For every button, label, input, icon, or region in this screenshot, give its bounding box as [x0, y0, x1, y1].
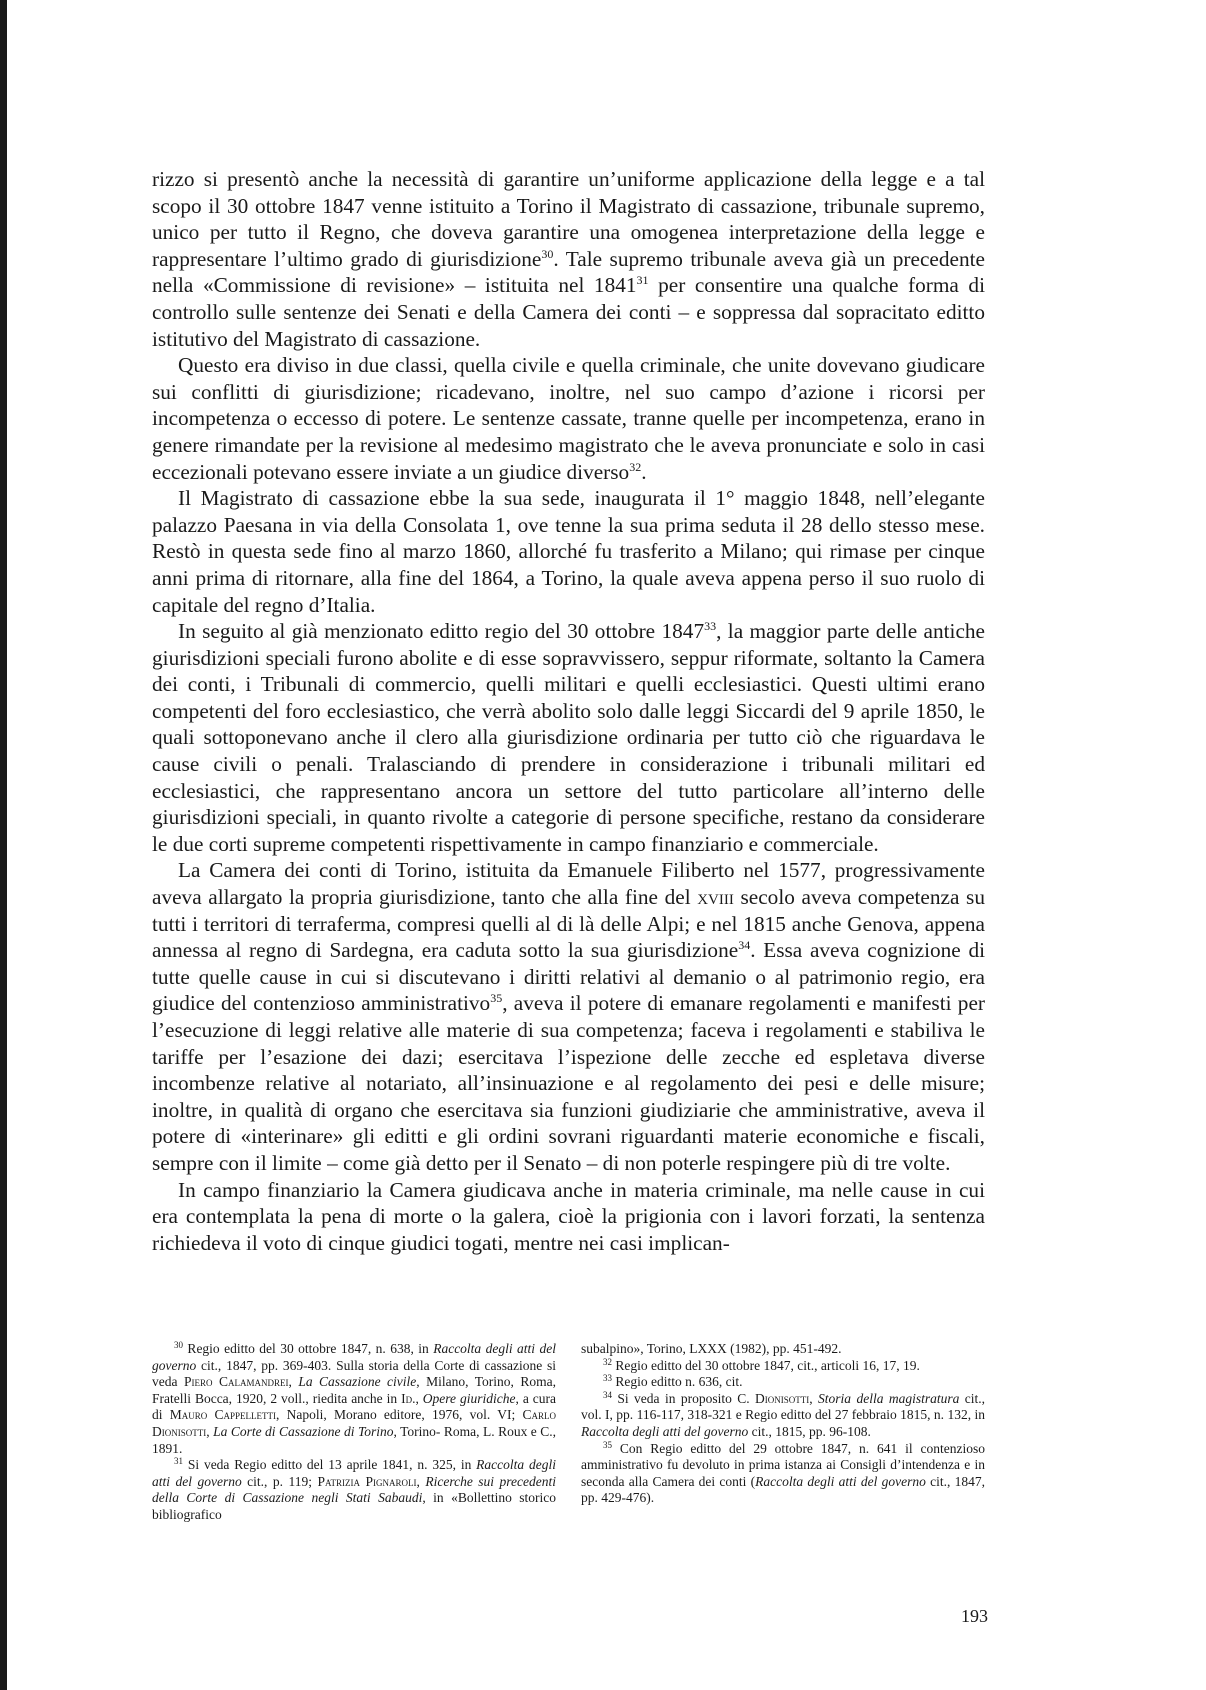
text-run: Il Magistrato di cassazione ebbe la sua sede, inaugurata il 1° maggio 1848, nell’elegante palazzo Paesana in via della Consolata 1, ove tenne la sua prima seduta il 28 dello stesso mese. Restò in questa sede fino al marzo 1860, allorché fu trasferito a Milano; qui rimase per cinque anni prima di ritornare, alla fine del 1864, a Torino, la quale aveva appena perso il suo ruolo di capitale del regno d’Italia.	[152, 486, 985, 617]
body-text	[152, 166, 985, 1256]
footnote-ref: 33	[603, 1373, 612, 1384]
paragraph	[152, 857, 985, 1176]
small-caps-text: xviii	[697, 885, 734, 910]
footnotes-left-column	[152, 1341, 556, 1524]
text-run: subalpino», Torino, LXXX (1982), pp. 451-492.	[581, 1341, 842, 1356]
paragraph	[152, 1177, 985, 1257]
text-run: La Camera dei conti di Torino, istituita da Emanuele Filiberto nel 1577, progressivamente aveva allargato la propria giurisdizione, tanto che alla fine del	[152, 858, 985, 910]
text-run: .	[641, 459, 647, 484]
text-run: , a cura di	[152, 1390, 556, 1423]
italic-text: Opere giuridiche	[422, 1390, 516, 1406]
small-caps-text: Mauro Cappelletti	[169, 1407, 276, 1423]
text-run: , in «Bollettino storico bibliografico	[152, 1490, 557, 1522]
text-run: rizzo si presentò anche la necessità di garantire un’uniforme applicazione della legge e a tal scopo il 30 ottobre 1847 venne istituito a Torino il Magistrato di cassazione, tribunale supremo, unico per tutto il Regno, che doveva garantire una omogenea interpretazione della legge e rappresentare l’ultimo grado di giurisdizione	[152, 167, 985, 271]
text-run: Con Regio editto del 29 ottobre 1847, n. 641 il contenzioso amministrativo fu devoluto in prima istanza ai Consigli d’intendenza e in seconda alla Camera dei conti (	[581, 1440, 985, 1489]
footnote	[581, 1391, 985, 1441]
text-run: cit., 1847, pp. 429-476).	[581, 1473, 985, 1506]
text-run: Si veda Regio editto del 13 aprile 1841, n. 325, in	[183, 1457, 477, 1473]
footnote-ref: 34	[603, 1389, 612, 1400]
text-run: , Torino- Roma, L. Roux e C., 1891.	[152, 1423, 557, 1456]
text-run: ,	[288, 1374, 299, 1390]
text-run: cit., 1847, pp. 369-403. Sulla storia della Corte di cassazione si veda	[152, 1357, 556, 1390]
text-run: ,	[206, 1423, 214, 1439]
binding-edge	[0, 0, 7, 1690]
small-caps-text: Carlo Dionisotti	[152, 1407, 556, 1439]
text-run: ,	[416, 1473, 426, 1489]
footnote-ref: 30	[541, 246, 554, 261]
text-run: Regio editto del 30 ottobre 1847, cit., articoli 16, 17, 19.	[612, 1357, 920, 1373]
paragraph	[152, 618, 985, 857]
small-caps-text: Patrizia Pignaroli	[317, 1473, 417, 1489]
text-run: Si veda in proposito C.	[612, 1390, 756, 1406]
text-run: secolo aveva competenza su tutti i territori di terraferma, compresi quelli al di là delle Alpi; e nel 1815 anche Genova, appena annessa al regno di Sardegna, era caduta sotto la sua giurisdizione	[152, 885, 985, 963]
text-run: cit., vol. I, pp. 116-117, 318-321 e Regio editto del 27 febbraio 1815, n. 132, in	[581, 1390, 986, 1423]
footnote	[152, 1457, 556, 1523]
italic-text: Raccolta degli atti del governo	[581, 1423, 749, 1439]
text-run: , aveva il potere di emanare regolamenti e manifesti per l’esecuzione di leggi relative alle materie di sua competenza; faceva i regolamenti e stabiliva le tariffe per l’esazione dei dazi; esercitava l’ispezione delle zecche ed espletava diverse incombenze relative al notariato, all’insinuazione e al regolamento dei pesi e delle misure; inoltre, in qualità di organo che esercitava sia funzioni giudiziarie che amministrative, aveva il potere di «interinare» gli editti e gli ordini sovrani riguardanti materie economiche e fiscali, sempre con il limite – come già detto per il Senato – di non poterle respingere più di tre volte.	[152, 991, 985, 1175]
footnote-ref: 32	[603, 1356, 612, 1367]
footnotes-right-column	[581, 1341, 985, 1524]
paragraph	[152, 485, 985, 618]
footnote	[581, 1374, 985, 1391]
italic-text: Raccolta degli atti del governo	[755, 1473, 926, 1489]
footnote-ref: 31	[636, 273, 649, 288]
text-run: , Milano, Torino, Roma, Fratelli Bocca, 1920, 2 voll., riedita anche in	[152, 1374, 556, 1406]
footnote-ref: 35	[490, 991, 503, 1006]
text-run: , Napoli, Morano editore, 1976, vol. VI;	[276, 1407, 523, 1423]
italic-text: Storia della magistratura	[818, 1390, 960, 1406]
text-run: . Tale supremo tribunale aveva già un precedente nella «Commissione di revisione» – istituita nel 1841	[152, 246, 986, 298]
text-run: In seguito al già menzionato editto regio del 30 ottobre 1847	[178, 619, 705, 644]
footnote	[581, 1341, 985, 1358]
text-run: In campo finanziario la Camera giudicava anche in materia criminale, ma nelle cause in cui era contemplata la pena di morte o la galera, cioè la prigionia con i lavori forzati, la sentenza richiedeva il voto di cinque giudici togati, mentre nei casi implican-	[152, 1177, 985, 1255]
footnote	[581, 1441, 985, 1507]
footnote	[152, 1341, 556, 1457]
paragraph	[152, 166, 985, 352]
text-run: , la maggior parte delle antiche giurisdizioni speciali furono abolite e di esse sopravvissero, seppur riformate, soltanto la Camera dei conti, i Tribunali di commercio, quelli militari e quelli ecclesiastici. Questi ultimi erano competenti del foro ecclesiastico, che verrà abolito solo dalle leggi Siccardi del 9 aprile 1850, le quali sottoponevano anche il clero alla giurisdizione ordinaria per tutto ciò che riguardava le cause civili o penali. Tralasciando di prendere in considerazione i tribunali militari ed ecclesiastici, che rappresentano ancora un settore del tutto particolare all’interno delle giurisdizioni speciali, in quanto rivolte a categorie di persone specifiche, restano da considerare le due corti supreme competenti rispettivamente in campo finanziario e commerciale.	[152, 619, 985, 856]
italic-text: Raccolta degli atti del governo	[152, 1457, 556, 1489]
text-run: Questo era diviso in due classi, quella civile e quella criminale, che unite dovevano giudicare sui conflitti di giurisdizione; ricadevano, inoltre, nel suo campo d’azione i ricorsi per incompetenza o eccesso di potere. Le sentenze cassate, tranne quelle per incompetenza, erano in genere rimandate per la revisione al medesimo magistrato che le aveva pronunciate e solo in casi eccezionali potevano essere inviate a un giudice diverso	[152, 353, 985, 484]
text-run: Regio editto n. 636, cit.	[612, 1374, 743, 1390]
footnote	[581, 1358, 985, 1375]
footnote-ref: 33	[704, 619, 717, 634]
small-caps-text: Dionisotti	[755, 1390, 810, 1406]
footnote-ref: 32	[629, 459, 642, 474]
footnote-ref: 34	[738, 938, 751, 953]
text-run: cit., 1815, pp. 96-108.	[748, 1423, 871, 1439]
italic-text: Ricerche sui precedenti della Corte di Cassazione negli Stati Sabaudi	[152, 1473, 556, 1506]
italic-text: Raccolta degli atti del governo	[152, 1341, 556, 1373]
text-run: ,	[809, 1390, 819, 1406]
text-run: cit., p. 119;	[241, 1473, 318, 1489]
text-run: per consentire una qualche forma di controllo sulle sentenze dei Senati e della Camera dei conti – e soppressa dal sopracitato editto istitutivo del Magistrato di cassazione.	[152, 273, 985, 351]
small-caps-text: Id.	[401, 1390, 416, 1406]
footnote-ref: 30	[174, 1340, 183, 1350]
italic-text: La Cassazione civile	[298, 1374, 417, 1390]
small-caps-text: Piero Calamandrei	[183, 1374, 289, 1390]
italic-text: La Corte di Cassazione di Torino	[213, 1423, 394, 1439]
footnotes	[152, 1341, 985, 1524]
footnote-ref: 35	[603, 1439, 612, 1450]
text-run: Regio editto del 30 ottobre 1847, n. 638, in	[183, 1341, 434, 1356]
text-run: . Essa aveva cognizione di tutte quelle cause in cui si discutevano i diritti relativi al demanio o al patrimonio regio, era giudice del contenzioso amministrativo	[152, 938, 986, 1016]
paragraph	[152, 352, 985, 485]
text-run: ,	[415, 1390, 423, 1406]
page-number: 193	[961, 1606, 988, 1626]
footnote-ref: 31	[174, 1456, 183, 1467]
